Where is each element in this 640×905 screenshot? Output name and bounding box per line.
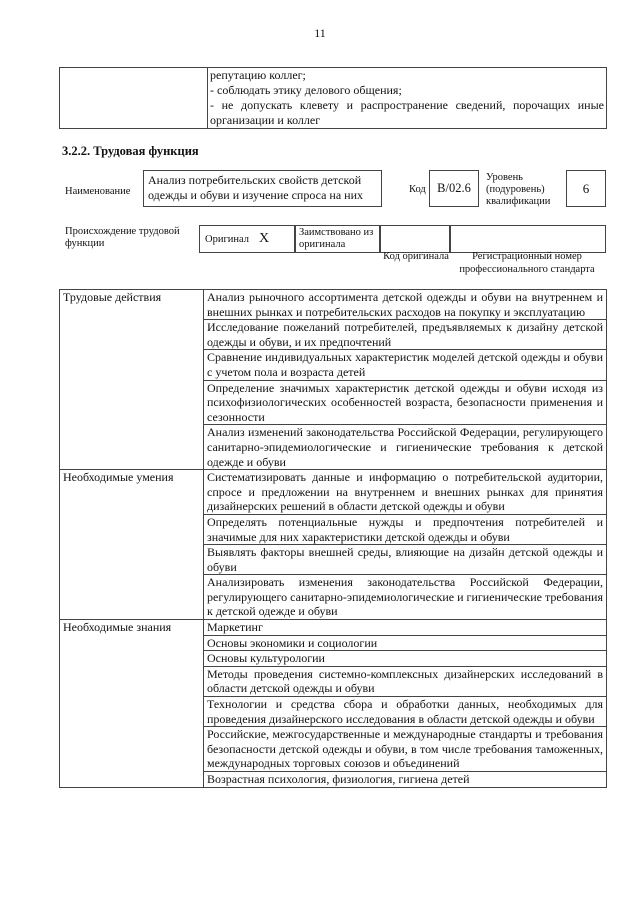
item-cell: Анализ рыночного ассортимента детской одежды и обуви на внутреннем и внешних рынках и потребительских расходов на покупку и эксплуатацию xyxy=(204,290,607,320)
item-cell: Анализировать изменения законодательства Российской Федерации, регулирующего санитарно-эпидемиологические и гигиенические требования к детской одежде и обуви xyxy=(204,575,607,620)
item-cell: Российские, межгосударственные и международные стандарты и требования безопасности детской одежды и обуви, в том числе требования таможенных, международных торговых союзов и объединений xyxy=(204,727,607,772)
continuation-line: - не допускать клевету и распространение сведений, порочащих иные организации и коллег xyxy=(210,98,604,127)
continuation-table xyxy=(59,67,607,129)
level-label: Уровень (подуровень) квалификации xyxy=(486,172,551,207)
origin-label: Происхождение трудовой функции xyxy=(65,226,180,249)
continuation-cell xyxy=(208,68,607,129)
item-cell: Основы культурологии xyxy=(204,651,607,667)
function-table xyxy=(59,289,607,788)
code-caption: Код оригинала xyxy=(383,251,449,262)
continuation-line: репутацию коллег; xyxy=(210,68,306,82)
original-mark: Х xyxy=(259,231,270,246)
table-row xyxy=(60,290,607,320)
level-value: 6 xyxy=(566,170,606,207)
code-value: В/02.6 xyxy=(429,170,479,207)
item-cell: Выявлять факторы внешней среды, влияющие на дизайн детской одежды и обуви xyxy=(204,545,607,575)
reg-number-box xyxy=(450,225,606,253)
original-box xyxy=(199,225,295,253)
continuation-empty-cell xyxy=(60,68,208,129)
table-row xyxy=(60,470,607,515)
item-cell: Определение значимых характеристик детской одежды и обуви исходя из психофизиологических особенностей возраста, безопасности применения и сезонности xyxy=(204,380,607,425)
item-cell: Сравнение индивидуальных характеристик моделей детской одежды и обуви с учетом пола и возраста детей xyxy=(204,350,607,380)
continuation-line: - соблюдать этику делового общения; xyxy=(210,83,402,97)
item-cell: Возрастная психология, физиология, гигиена детей xyxy=(204,772,607,788)
category-cell: Необходимые знания xyxy=(60,620,204,788)
item-cell: Анализ изменений законодательства Российской Федерации, регулирующего санитарно-эпидемиологические и гигиенические требования к детской одежде и обуви xyxy=(204,425,607,470)
original-code-box xyxy=(380,225,450,253)
code-label: Код xyxy=(409,184,426,195)
name-label: Наименование xyxy=(65,186,131,197)
item-cell: Технологии и средства сбора и обработки данных, необходимых для проведения дизайнерского исследования в области детской одежды и обуви xyxy=(204,697,607,727)
original-label: Оригинал xyxy=(205,233,249,245)
item-cell: Маркетинг xyxy=(204,620,607,636)
reg-caption: Регистрационный номер профессионального стандарта xyxy=(459,251,595,275)
category-cell: Трудовые действия xyxy=(60,290,204,470)
borrowed-box: Заимствовано из оригинала xyxy=(295,225,380,253)
item-cell: Исследование пожеланий потребителей, предъявляемых к дизайну детской одежды и обуви, и их предпочтений xyxy=(204,320,607,350)
item-cell: Систематизировать данные и информацию о потребительской аудитории, спросе и предложении на внутреннем и внешних рынках для принятия дизайнерских решений в области детской одежды и обуви xyxy=(204,470,607,515)
page-number: 11 xyxy=(314,26,326,40)
table-row xyxy=(60,620,607,636)
item-cell: Определять потенциальные нужды и предпочтения потребителей и значимые для них характеристики детской одежды и обуви xyxy=(204,514,607,544)
function-name: Анализ потребительских свойств детской одежды и обуви и изучение спроса на них xyxy=(143,170,382,207)
category-cell: Необходимые умения xyxy=(60,470,204,620)
item-cell: Основы экономики и социологии xyxy=(204,635,607,651)
item-cell: Методы проведения системно-комплексных дизайнерских исследований в области детской одежды и обуви xyxy=(204,666,607,696)
section-title: 3.2.2. Трудовая функция xyxy=(62,144,199,158)
